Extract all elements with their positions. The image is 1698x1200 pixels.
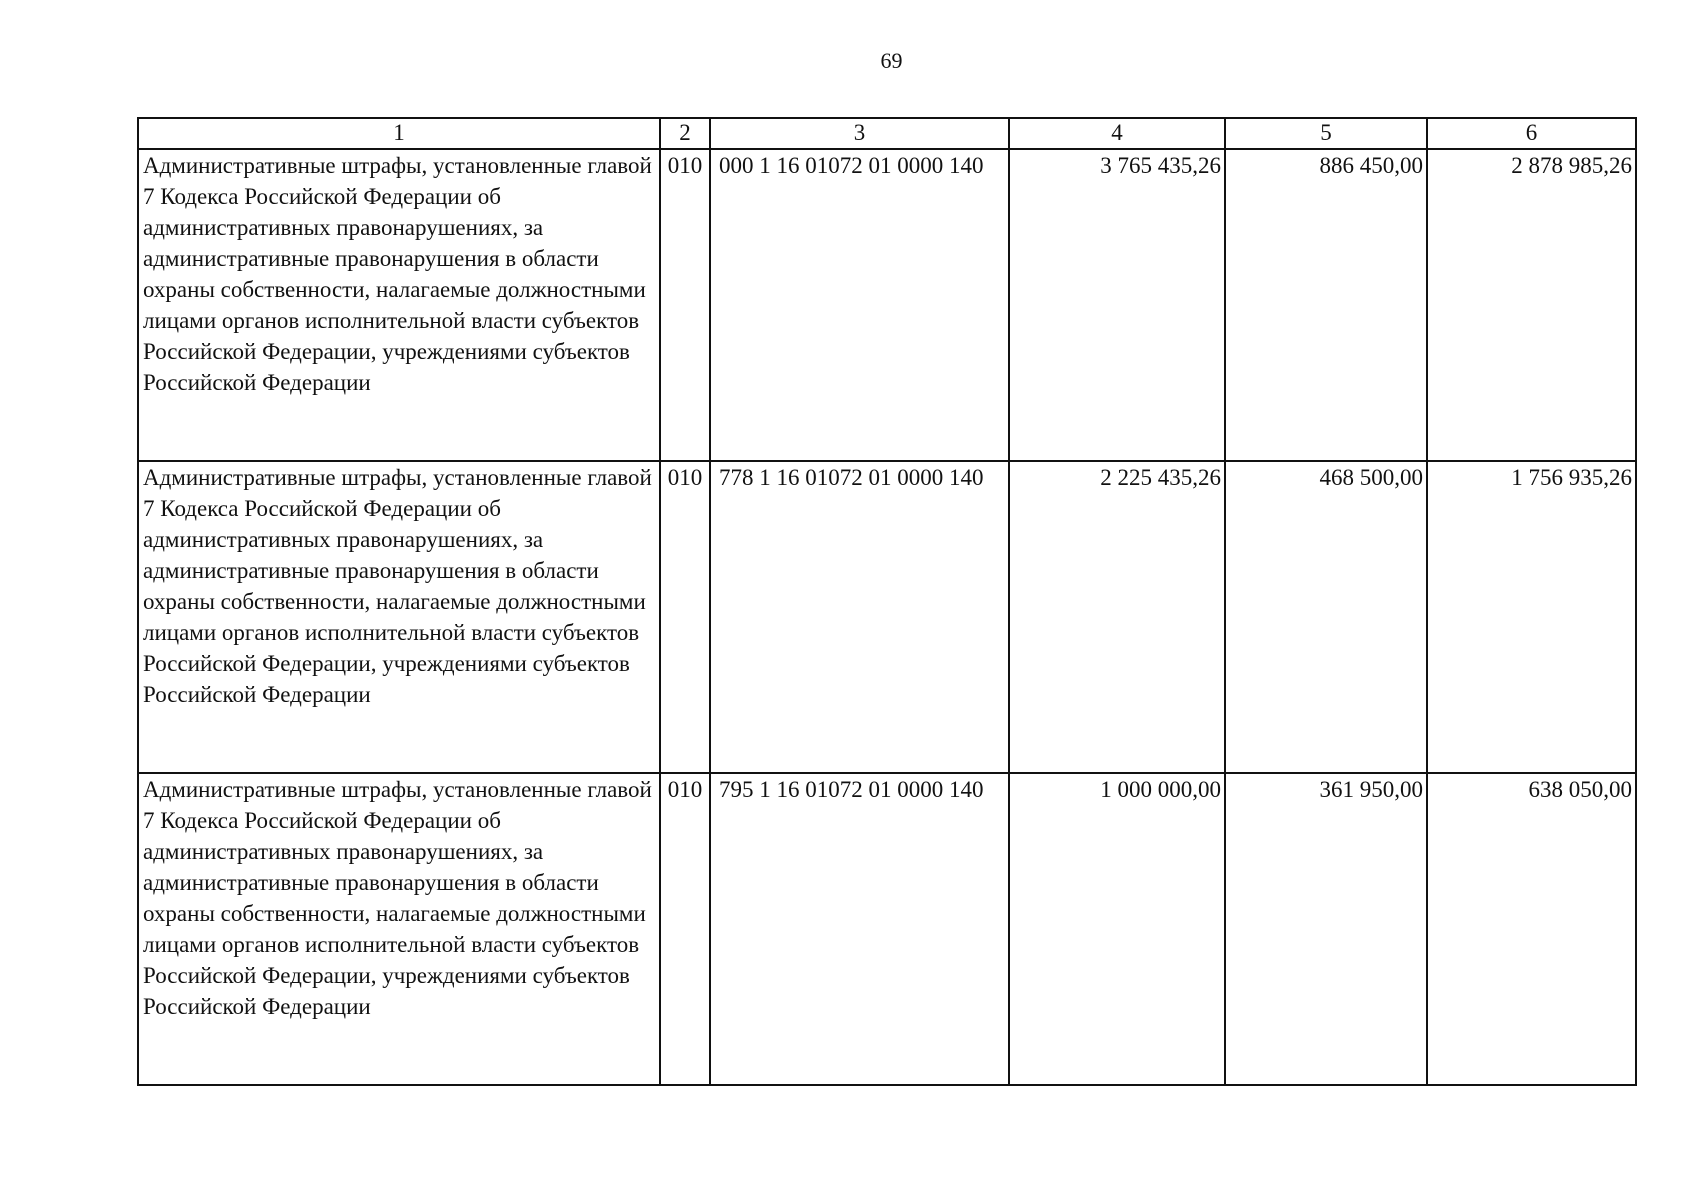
- table-header-row: [138, 118, 1636, 149]
- budget-table: [137, 117, 1637, 1086]
- amount-col6-cell: 1 756 935,26: [1427, 461, 1636, 773]
- revenue-name-cell: Административные штрафы, установленные главой 7 Кодекса Российской Федерации об административных правонарушениях, за административные правонарушения в области охраны собственности, налагаемые должностными лицами органов исполнительной власти субъектов Российской Федерации, учреждениями субъектов Российской Федерации: [138, 773, 660, 1085]
- table-row: [138, 461, 1636, 773]
- page-number: 69: [880, 48, 903, 73]
- budget-classification-code-cell: 000 1 16 01072 01 0000 140: [710, 149, 1009, 461]
- amount-col4-cell: 2 225 435,26: [1009, 461, 1225, 773]
- amount-col4-cell: 3 765 435,26: [1009, 149, 1225, 461]
- budget-classification-code-cell: 778 1 16 01072 01 0000 140: [710, 461, 1009, 773]
- revenue-name-cell: Административные штрафы, установленные главой 7 Кодекса Российской Федерации об административных правонарушениях, за административные правонарушения в области охраны собственности, налагаемые должностными лицами органов исполнительной власти субъектов Российской Федерации, учреждениями субъектов Российской Федерации: [138, 149, 660, 461]
- budget-classification-code-cell: 795 1 16 01072 01 0000 140: [710, 773, 1009, 1085]
- column-header: 1: [138, 118, 660, 149]
- line-code-cell: 010: [660, 461, 710, 773]
- column-header: 4: [1009, 118, 1225, 149]
- column-header: 3: [710, 118, 1009, 149]
- table-row: [138, 149, 1636, 461]
- column-header: 6: [1427, 118, 1636, 149]
- amount-col5-cell: 468 500,00: [1225, 461, 1427, 773]
- amount-col4-cell: 1 000 000,00: [1009, 773, 1225, 1085]
- amount-col5-cell: 886 450,00: [1225, 149, 1427, 461]
- revenue-name-cell: Административные штрафы, установленные главой 7 Кодекса Российской Федерации об административных правонарушениях, за административные правонарушения в области охраны собственности, налагаемые должностными лицами органов исполнительной власти субъектов Российской Федерации, учреждениями субъектов Российской Федерации: [138, 461, 660, 773]
- table-row: [138, 773, 1636, 1085]
- amount-col5-cell: 361 950,00: [1225, 773, 1427, 1085]
- line-code-cell: 010: [660, 149, 710, 461]
- column-header: 5: [1225, 118, 1427, 149]
- line-code-cell: 010: [660, 773, 710, 1085]
- amount-col6-cell: 2 878 985,26: [1427, 149, 1636, 461]
- amount-col6-cell: 638 050,00: [1427, 773, 1636, 1085]
- column-header: 2: [660, 118, 710, 149]
